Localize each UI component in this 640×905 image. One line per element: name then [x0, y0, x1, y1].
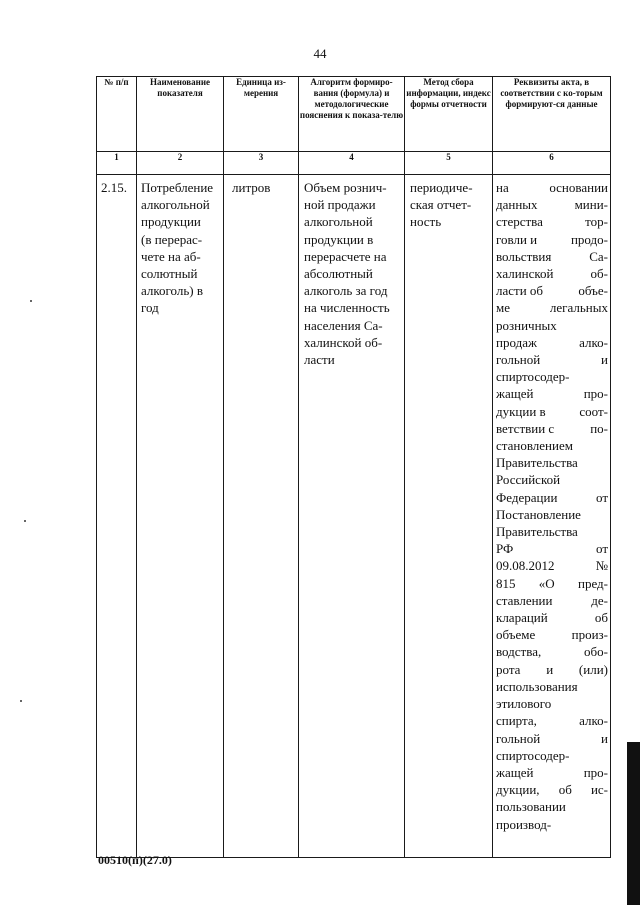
- requisites-word: производ-: [496, 816, 552, 832]
- column-number: 5: [405, 152, 493, 175]
- requisites-line: [496, 678, 608, 695]
- requisites-word: про-: [583, 386, 608, 402]
- requisites-word: Федерации: [496, 489, 558, 505]
- requisites-word: про-: [583, 764, 608, 780]
- table-header-row: [97, 77, 611, 152]
- requisites-word: использования: [496, 678, 578, 694]
- requisites-word: 815: [496, 575, 516, 591]
- requisites-word: Са-: [589, 248, 608, 264]
- scan-edge-mark: [627, 742, 640, 905]
- indicator-name-line: солютный: [141, 266, 198, 282]
- requisites-word: легальных: [549, 300, 608, 316]
- requisites-word: Правительства: [496, 524, 578, 540]
- requisites-line: [496, 695, 608, 712]
- requisites-line: [496, 265, 608, 282]
- requisites-word: по-: [590, 420, 608, 436]
- header-indicator-name: Наименование показателя: [137, 77, 224, 152]
- requisites-line: [496, 385, 608, 402]
- requisites-word: пользовании: [496, 799, 566, 815]
- requisites-word: продаж: [496, 334, 537, 350]
- requisites-word: от: [595, 541, 608, 557]
- requisites-word: дукции в: [496, 403, 546, 419]
- requisites-line: [496, 213, 608, 230]
- requisites-word: (или): [578, 661, 608, 677]
- indicator-table: [96, 76, 611, 858]
- algorithm-cell: [299, 175, 405, 858]
- requisites-line: [496, 334, 608, 351]
- requisites-word: об: [594, 610, 608, 626]
- requisites-word: мини-: [574, 197, 608, 213]
- requisites-line: [496, 661, 608, 678]
- requisites-word: от: [595, 489, 608, 505]
- requisites-word: становлением: [496, 438, 573, 454]
- requisites-word: произ-: [571, 627, 608, 643]
- requisites-line: [496, 764, 608, 781]
- requisites-line: [496, 248, 608, 265]
- requisites-line: [496, 471, 608, 488]
- requisites-word: Постановление: [496, 506, 581, 522]
- requisites-word: спирта,: [496, 713, 537, 729]
- requisites-word: объе-: [578, 283, 608, 299]
- requisites-line: [496, 437, 608, 454]
- method-cell: [405, 175, 493, 858]
- requisites-word: Российской: [496, 472, 561, 488]
- requisites-word: и: [546, 661, 554, 677]
- requisites-word: ветствии с: [496, 420, 555, 436]
- scan-speck: [20, 700, 22, 702]
- column-number: 2: [137, 152, 224, 175]
- requisites-word: розничных: [496, 317, 557, 333]
- requisites-line: [496, 523, 608, 540]
- requisites-word: РФ: [496, 541, 514, 557]
- requisites-line: [496, 816, 608, 833]
- scan-speck: [30, 300, 32, 302]
- algorithm-line: Объем рознич-: [304, 180, 387, 195]
- requisites-word: дукции,: [496, 782, 540, 798]
- requisites-line: [496, 798, 608, 815]
- algorithm-line: на численность: [304, 300, 390, 316]
- column-number-row: [97, 152, 611, 175]
- requisites-line: [496, 712, 608, 729]
- indicator-name-cell: [137, 175, 224, 858]
- scan-speck: [24, 520, 26, 522]
- requisites-word: пред-: [577, 575, 608, 591]
- requisites-line: [496, 592, 608, 609]
- requisites-word: ме: [496, 300, 510, 316]
- requisites-line: [496, 575, 608, 592]
- header-method: Метод сбора информации, индекс формы отчетности: [405, 77, 493, 152]
- algorithm-line: населения Са-: [304, 317, 383, 333]
- requisites-word: ставлении: [496, 592, 553, 608]
- algorithm-line: перерасчете на: [304, 248, 387, 264]
- requisites-word: спиртосодер-: [496, 369, 570, 385]
- document-code: 00510(п)(27.0): [98, 853, 172, 867]
- indicator-name-line: продукции: [141, 214, 201, 230]
- requisites-word: ласти об: [496, 283, 544, 299]
- algorithm-line: продукции в: [304, 231, 374, 247]
- algorithm-line: халинской об-: [304, 334, 383, 350]
- header-requisites: Реквизиты акта, в соответствии с ко-торым формируют-ся данные: [493, 77, 611, 152]
- requisites-word: тор-: [585, 214, 608, 230]
- method-line: ность: [410, 214, 442, 230]
- requisites-line: [496, 454, 608, 471]
- requisites-word: и: [601, 730, 608, 746]
- requisites-word: алко-: [579, 334, 608, 350]
- requisites-word: и: [601, 352, 608, 368]
- table-row: [97, 175, 611, 858]
- method-line: ская отчет-: [410, 197, 472, 213]
- requisites-line: [496, 317, 608, 334]
- requisites-word: основании: [549, 180, 608, 195]
- requisites-word: на: [496, 180, 509, 195]
- algorithm-line: ласти: [304, 352, 335, 368]
- requisites-line: [496, 351, 608, 368]
- algorithm-line: алкогольной: [304, 214, 373, 230]
- requisites-line: [496, 368, 608, 385]
- method-line: периодиче-: [410, 180, 473, 195]
- requisites-line: [496, 781, 608, 798]
- requisites-word: жащей: [496, 764, 534, 780]
- requisites-word: стерства: [496, 214, 543, 230]
- requisites-line: [496, 282, 608, 299]
- algorithm-line: алкоголь за год: [304, 283, 388, 299]
- requisites-word: говли и: [496, 231, 538, 247]
- requisites-line: [496, 179, 608, 196]
- requisites-line: [496, 403, 608, 420]
- requisites-word: гольной: [496, 730, 541, 746]
- requisites-word: 09.08.2012: [496, 558, 555, 574]
- requisites-line: [496, 231, 608, 248]
- requisites-line: [496, 557, 608, 574]
- requisites-line: [496, 489, 608, 506]
- requisites-line: [496, 609, 608, 626]
- requisites-word: продо-: [570, 231, 608, 247]
- requisites-word: гольной: [496, 352, 541, 368]
- requisites-word: вольствия: [496, 248, 552, 264]
- requisites-line: [496, 730, 608, 747]
- requisites-line: [496, 540, 608, 557]
- indicator-name-line: алкогольной: [141, 197, 210, 213]
- requisites-word: рота: [496, 661, 521, 677]
- header-unit: Единица из-мерения: [224, 77, 299, 152]
- requisites-word: халинской: [496, 266, 554, 282]
- header-algorithm: Алгоритм формиро-вания (формула) и методологические пояснения к показа-телю: [299, 77, 405, 152]
- requisites-line: [496, 196, 608, 213]
- requisites-word: «О: [538, 575, 555, 591]
- requisites-word: клараций: [496, 610, 548, 626]
- requisites-word: объеме: [496, 627, 536, 643]
- requisites-cell: [493, 175, 611, 858]
- requisites-word: об-: [590, 266, 608, 282]
- indicator-name-line: алкоголь) в: [141, 283, 203, 299]
- requisites-word: этилового: [496, 696, 552, 712]
- requisites-word: данных: [496, 197, 538, 213]
- indicator-name-line: чете на аб-: [141, 248, 201, 264]
- unit-cell: литров: [224, 175, 299, 858]
- requisites-word: алко-: [579, 713, 608, 729]
- requisites-word: соот-: [579, 403, 608, 419]
- requisites-line: [496, 506, 608, 523]
- indicator-name-line: год: [141, 300, 159, 316]
- requisites-word: де-: [591, 592, 608, 608]
- requisites-word: водства,: [496, 644, 542, 660]
- requisites-line: [496, 626, 608, 643]
- row-number: 2.15.: [97, 175, 137, 858]
- requisites-line: [496, 643, 608, 660]
- indicator-name-line: Потребление: [141, 180, 214, 195]
- page-number: 44: [313, 46, 327, 61]
- requisites-word: ис-: [590, 782, 608, 798]
- column-number: 3: [224, 152, 299, 175]
- algorithm-line: ной продажи: [304, 197, 376, 213]
- requisites-word: №: [595, 558, 608, 574]
- column-number: 1: [97, 152, 137, 175]
- requisites-word: Правительства: [496, 455, 578, 471]
- algorithm-line: абсолютный: [304, 266, 373, 282]
- requisites-word: обо-: [584, 644, 608, 660]
- requisites-word: спиртосодер-: [496, 747, 570, 763]
- requisites-word: об: [558, 782, 572, 798]
- indicator-name-line: (в перерас-: [141, 231, 203, 247]
- requisites-line: [496, 420, 608, 437]
- requisites-word: жащей: [496, 386, 534, 402]
- header-number: № п/п: [97, 77, 137, 152]
- requisites-line: [496, 299, 608, 316]
- column-number: 4: [299, 152, 405, 175]
- column-number: 6: [493, 152, 611, 175]
- requisites-line: [496, 747, 608, 764]
